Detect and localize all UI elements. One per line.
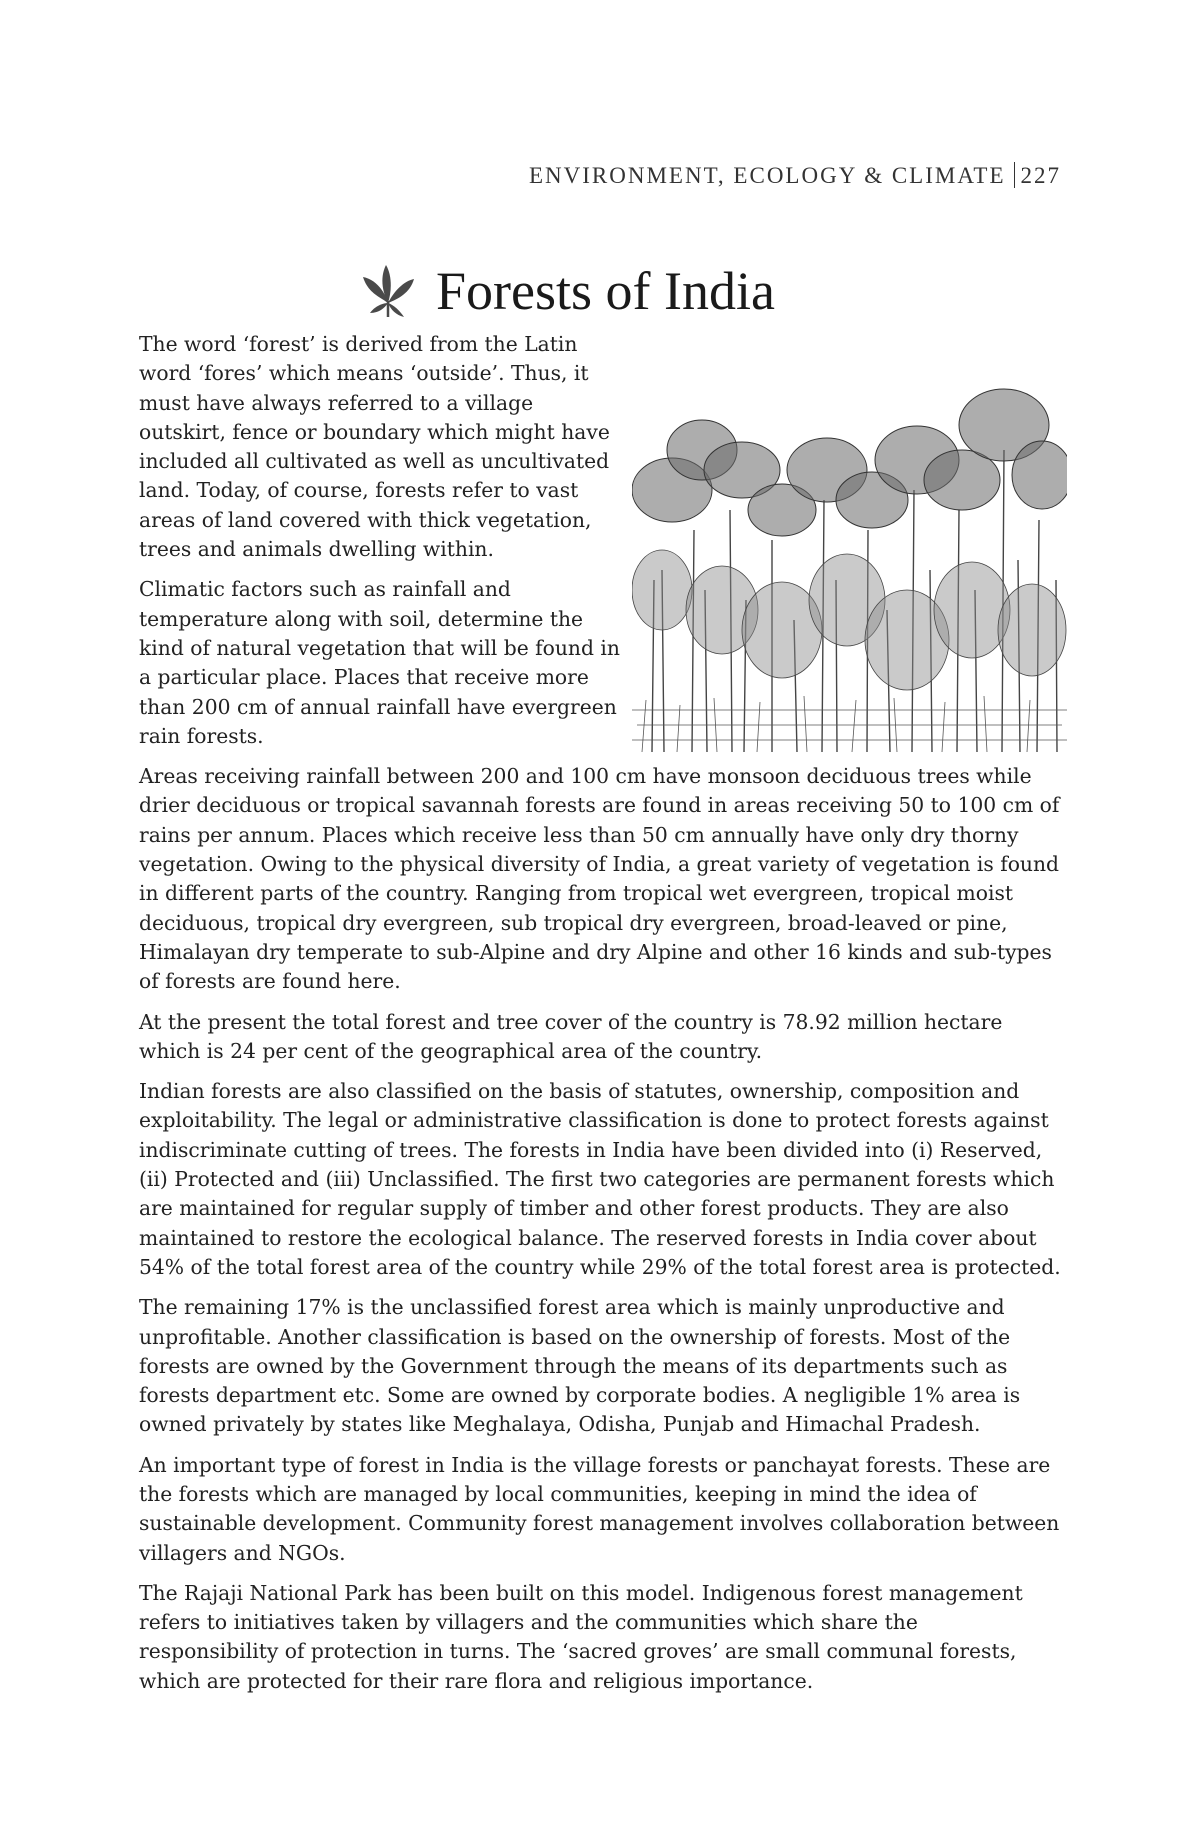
paragraph: The Rajaji National Park has been built on this model. Indigenous forest management refers to initiatives taken by villagers and the communities which share the responsibility of protection in turns. The ‘sacred groves’ are small communal forests, which are protected for their rare flora and religious importance.	[139, 1580, 1023, 1693]
divider	[1014, 162, 1015, 188]
article-body	[139, 330, 1061, 1707]
paragraph: The remaining 17% is the unclassified forest area which is mainly unproductive and unprofitable. Another classification is based on the ownership of forests. Most of the forests are owned by the Government through the means of its departments such as forests department etc. Some are owned by corporate bodies. A negligible 1% area is owned privately by states like Meghalaya, Odisha, Punjab and Himachal Pradesh.	[139, 1295, 1021, 1437]
running-title: ENVIRONMENT, ECOLOGY & CLIMATE	[528, 163, 1006, 188]
paragraph: At the present the total forest and tree cover of the country is 78.92 million hectare which is 24 per cent of the geographical area of the country.	[139, 1009, 1003, 1063]
page-number: 227	[1020, 163, 1061, 188]
paragraph: An important type of forest in India is the village forests or panchayat forests. These are the forests which are managed by local communities, keeping in mind the idea of sustainable development. Community forest management involves collaboration between villagers and NGOs.	[139, 1452, 1060, 1565]
page-title: Forests of India	[436, 261, 775, 321]
paragraph: Areas receiving rainfall between 200 and 100 cm have monsoon deciduous trees while drier deciduous or tropical savannah forests are found in areas receiving 50 to 100 cm of rains per annum. Places which receive less than 50 cm annually have only dry thorny vegetation. Owing to the physical diversity of India, a great variety of vegetation is found in different parts of the country. Ranging from tropical wet evergreen, tropical moist deciduous, tropical dry evergreen, sub tropical dry evergreen, broad-leaved or pine, Himalayan dry temperate to sub-Alpine and dry Alpine and other 16 kinds and sub-types of forests are found here.	[139, 764, 1060, 994]
section-heading	[360, 256, 775, 326]
paragraph: Indian forests are also classified on the basis of statutes, ownership, composition and exploitability. The legal or administrative classification is done to protect forests against indiscriminate cutting of trees. The forests in India have been divided into (i) Reserved, (ii) Protected and (iii) Unclassified. The first two categories are permanent forests which are maintained for regular supply of timber and other forest products. They are also maintained to restore the ecological balance. The reserved forests in India cover about 54% of the total forest area of the country while 29% of the total forest area is protected.	[139, 1079, 1061, 1279]
leaf-sprig-icon	[360, 263, 416, 319]
paragraph: The word ‘forest’ is derived from the Latin word ‘fores’ which means ‘outside’. Thus, it must have always referred to a village outskirt, fence or boundary which might have included all cultivated as well as uncultivated land. Today, of course, forests refer to vast areas of land covered with thick vegetation, trees and animals dwelling within.	[139, 332, 610, 562]
paragraph: Climatic factors such as rainfall and temperature along with soil, determine the kind of natural vegetation that will be found in a particular place. Places that receive more than 200 cm of annual rainfall have evergreen rain forests.	[139, 577, 620, 748]
forest-trees-illustration	[632, 380, 1067, 752]
running-head	[529, 162, 1061, 189]
